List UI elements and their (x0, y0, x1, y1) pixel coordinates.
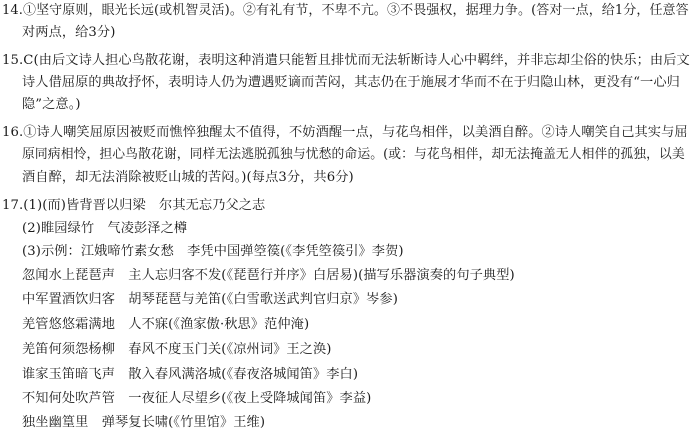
q17-line-4: 忽闻水上琵琶声 主人忘归客不发(《琵琶行并序》白居易)(描写乐器演奏的句子典型) (22, 268, 515, 283)
q15-line-1: 15.C(由后文诗人担心鸟散花谢，表明这种消遣只能暂且排忧而无法斩断诗人心中羁绊，并非忘却尘俗的快乐；由后文 (2, 53, 690, 68)
q16-line-2: 原同病相怜，担心鸟散花谢，同样无法逃脱孤独与忧愁的命运。(或：与花鸟相伴，却无法掩盖无人相伴的孤独，以美 (22, 147, 685, 162)
q17-line-1: 17.(1)(而)皆背晋以归梁 尔其无忘乃父之志 (2, 198, 266, 213)
q17-line-8: 谁家玉笛暗飞声 散入春风满洛城(《春夜洛城闻笛》李白) (22, 367, 359, 382)
q17-line-3: (3)示例：江娥啼竹素女愁 李凭中国弹箜篌(《李凭箜篌引》李贺) (22, 244, 404, 259)
q17-line-7: 羌笛何须怨杨柳 春风不度玉门关(《凉州词》王之涣) (22, 342, 332, 357)
q17-line-9: 不知何处吹芦管 一夜征人尽望乡(《夜上受降城闻笛》李益) (22, 391, 372, 406)
q14-line-1: 14.①坚守原则，眼光长远(或机智灵活)。②有礼有节，不卑不亢。③不畏强权，据理力争。(答对一点，给1分，任意答 (2, 3, 689, 18)
q16-line-3: 酒自醉，却无法消除被贬山城的苦闷。)(每点3分，共6分) (22, 170, 354, 185)
q17-line-6: 羌管悠悠霜满地 人不寐(《渔家傲·秋思》范仲淹) (22, 317, 310, 332)
q17-line-2: (2)睢园绿竹 气凌彭泽之樽 (22, 221, 188, 236)
q16-line-1: 16.①诗人嘲笑屈原因被贬而憔悴独醒太不值得，不妨酒醒一点，与花鸟相伴，以美酒自醉。②诗人嘲笑自己其实与屈 (2, 125, 688, 140)
q15-line-3: 隐”之意。) (22, 97, 81, 112)
q14-line-2: 对两点，给3分) (22, 25, 116, 40)
q17-line-10: 独坐幽篁里 弹琴复长啸(《竹里馆》王维) (22, 415, 266, 430)
q17-line-5: 中军置酒饮归客 胡琴琵琶与羌笛(《白雪歌送武判官归京》岑参) (22, 292, 398, 307)
q15-line-2: 诗人借屈原的典故抒怀，表明诗人仍为遭遇贬谪而苦闷，其志仍在于施展才华而不在于归隐山林，更没有“一心归 (22, 75, 680, 90)
